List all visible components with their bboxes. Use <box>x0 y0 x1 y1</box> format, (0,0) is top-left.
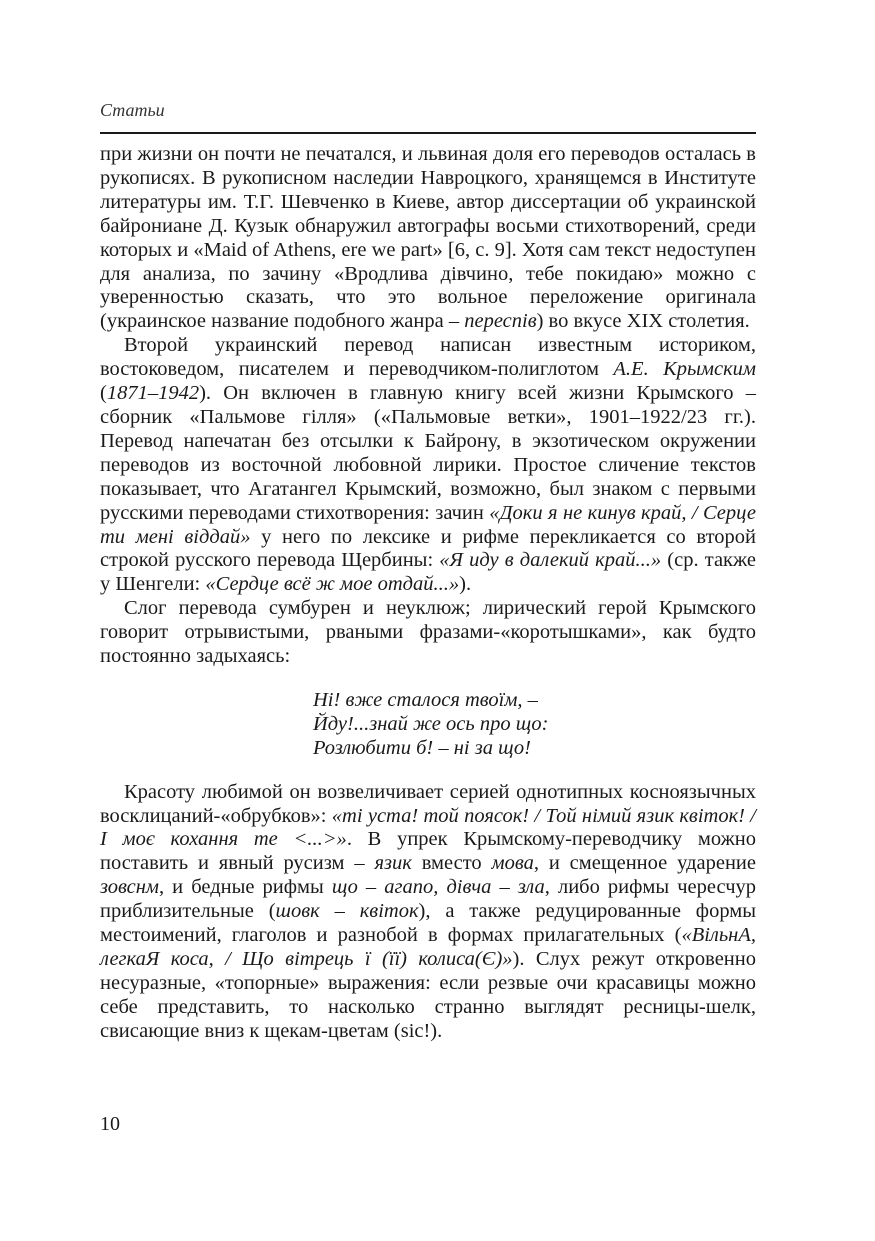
paragraph-3 <box>100 597 756 669</box>
paragraph-4-text: ). Слух режут откровенно несуразные, «топорные» выражения: если резвые очи красавицы можно себе представить, то насколько странно выглядят ресницы-шелк, свисающие вниз к щекам-цветам (sic!). <box>100 948 756 1042</box>
paragraph-1-italic-term: переспів <box>464 310 537 333</box>
book-page <box>100 0 756 1241</box>
running-header: Статьи <box>100 100 165 120</box>
paragraph-1-text-end: ) во вкусе XIX столетия. <box>536 310 750 333</box>
paragraph-2 <box>100 334 756 597</box>
paragraph-4-text: , либо рифмы чересчур приблизительные ( <box>100 876 757 923</box>
quote-ukrainian: «Доки я не кинув край, / Серце ти мені віддай» <box>100 501 756 548</box>
quote-forms: «ВільнА, легкаЯ коса, / Що вітрець ї (її) колиса(Є)» <box>100 924 756 970</box>
quote-shcherbina: «Я иду в далекий край...» <box>439 549 662 572</box>
italic-rhymes: шовк – квіток <box>275 900 419 923</box>
paragraph-2-text: (ср. также у Шенгели: <box>100 549 757 596</box>
italic-word: зовснм <box>100 876 159 899</box>
paragraph-1-text: при жизни он почти не печатался, и львиная доля его переводов осталась в рукописях. В рукописном наследии Навроцкого, хранящемся в Институте литературы им. Т.Г. Шевченко в Киеве, автор диссертации об украинской байрониане Д. Кузык обнаружил автографы восьми стихотворений, среди которых и «Maid of Athens, ere we part» [6, с. 9]. Хотя сам текст недоступен для анализа, по зачину «Вродлива дівчино, тебе покидаю» можно с уверенностью сказать, что это вольное переложение оригинала (украинское название подобного жанра – <box>100 143 756 333</box>
italic-word: язик <box>374 852 412 875</box>
paragraph-2-text: ). Он включен в главную книгу всей жизни Крымского – сборник «Пальмове гілля» («Пальмовые ветки», 1901–1922/23 гг.). Перевод напечатан без отсылки к Байрону, в экзотическом окружении переводов из восточной любовной лирики. Простое сличение текстов показывает, что Агатангел Крымский, возможно, был знаком с первыми русскими переводами стихотворения: зачин <box>100 382 756 524</box>
paragraph-4-text: , и бедные рифмы <box>158 876 332 899</box>
italic-rhymes: що – агапо, дівча – зла <box>331 876 545 899</box>
poem-line: Розлюбити б! – ні за що! <box>313 736 531 759</box>
paragraph-2-text: у него по лексике и рифме перекликается со второй строкой русского перевода Щербины: <box>100 525 756 572</box>
italic-word: мова <box>491 852 534 875</box>
paragraph-4-text: , и смещенное ударение <box>533 852 756 875</box>
poem-quote <box>313 689 756 761</box>
paragraph-2-text: Второй украинский перевод написан известным историком, востоковедом, писателем и переводчиком-полиглотом <box>100 334 756 381</box>
author-years: 1871–1942 <box>106 382 200 405</box>
main-text <box>100 143 756 1044</box>
paragraph-4-text: вместо <box>411 852 492 875</box>
paragraph-3-text: Слог перевода сумбурен и неуклюж; лирический герой Крымского говорит отрывистыми, рваными фразами-«коротышками», как будто постоянно задыхаясь: <box>100 597 756 668</box>
author-name: А.Е. Крымским <box>613 358 756 381</box>
paragraph-1 <box>100 143 756 334</box>
header-rule <box>100 132 756 134</box>
poem-line: Йду!...знай же ось про що: <box>313 712 549 735</box>
poem-line: Ні! вже сталося твоїм, – <box>313 688 538 711</box>
paragraph-2-text: ( <box>100 382 107 405</box>
quote-shengeli: «Сердце всё ж мое отдай...» <box>205 573 460 596</box>
paragraph-4 <box>100 781 756 1044</box>
quote-exclamations: «ті уста! той поясок! / Той німий язик квіток! / І моє кохання те <...>» <box>100 804 756 851</box>
paragraph-4-text: Красоту любимой он возвеличивает серией однотипных косноязычных восклицаний-«обрубков»: <box>100 780 756 827</box>
paragraph-4-text: . В упрек Крымскому-переводчику можно поставить и явный русизм – <box>100 828 756 875</box>
page-number: 10 <box>100 1113 120 1135</box>
paragraph-4-text: ), а также редуцированные формы местоимений, глаголов и разнобой в формах прилагательных ( <box>100 900 756 947</box>
paragraph-2-text: ). <box>459 573 472 596</box>
